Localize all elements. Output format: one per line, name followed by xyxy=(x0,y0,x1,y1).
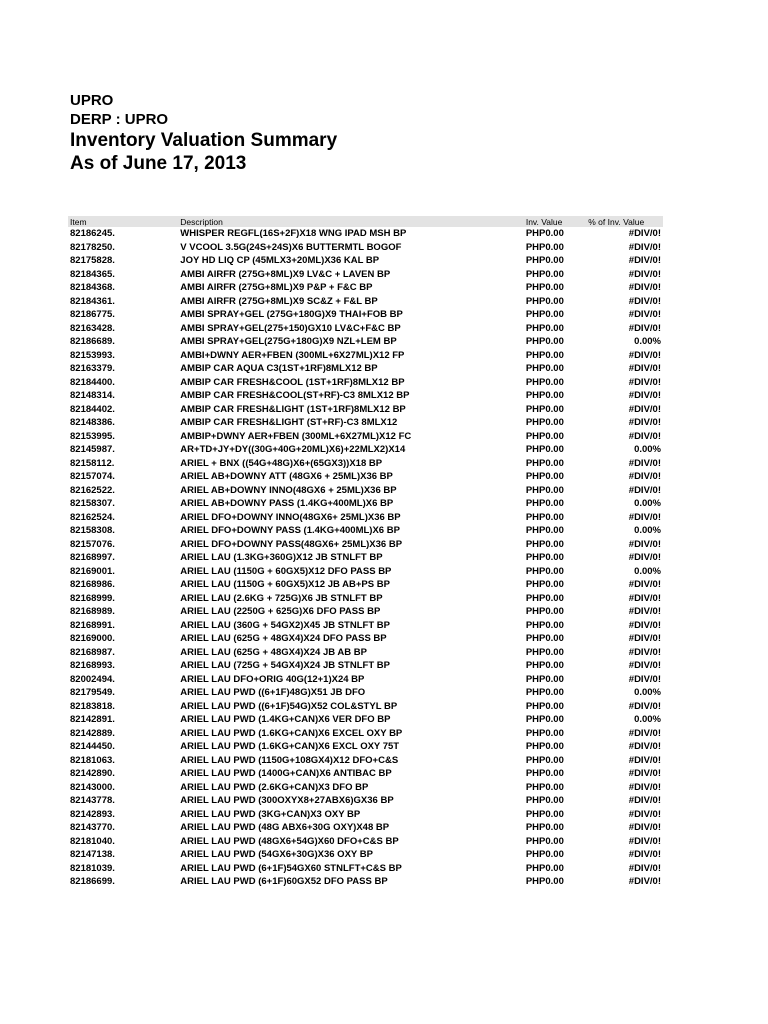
item-description: AMBI SPRAY+GEL (275G+180G)X9 THAI+FOB BP xyxy=(180,309,403,320)
item-description: V VCOOL 3.5G(24S+24S)X6 BUTTERMTL BOGOF xyxy=(180,241,402,253)
item-description: ARIEL LAU PWD (1.6KG+CAN)X6 EXCL OXY 75T xyxy=(180,741,400,752)
item-description: ARIEL LAU PWD (48G ABX6+30G OXY)X48 BP xyxy=(180,822,390,833)
table-row xyxy=(68,389,663,403)
table-row xyxy=(68,700,663,714)
percent-value: 0.00% xyxy=(634,687,661,698)
item-description: ARIEL LAU PWD (6+1F)54GX60 STNLFT+C&S BP xyxy=(180,862,402,874)
table-row xyxy=(68,754,663,768)
table-row xyxy=(68,673,663,687)
inv-value: PHP0.00 xyxy=(525,255,564,266)
item-number: 82162522. xyxy=(70,484,115,496)
table-row xyxy=(68,335,663,349)
item-description: ARIEL LAU (360G + 54GX2)X45 JB STNLFT BP xyxy=(180,619,390,631)
table-row xyxy=(68,835,663,849)
percent-value: #DIV/0! xyxy=(628,849,661,860)
percent-value: #DIV/0! xyxy=(628,241,661,253)
percent-value: #DIV/0! xyxy=(628,579,661,590)
item-number: 82186699. xyxy=(70,876,115,887)
table-row xyxy=(68,443,663,457)
item-number: 82142889. xyxy=(70,727,115,739)
item-number: 82186245. xyxy=(70,228,115,239)
table-row xyxy=(68,376,663,390)
table-row xyxy=(68,565,663,579)
table-row xyxy=(68,470,663,484)
table-body xyxy=(68,227,663,889)
table-row xyxy=(68,524,663,538)
table-row xyxy=(68,821,663,835)
table-row xyxy=(68,740,663,754)
percent-value: #DIV/0! xyxy=(628,457,661,469)
percent-value: #DIV/0! xyxy=(628,795,661,806)
percent-value: #DIV/0! xyxy=(628,390,661,401)
inv-value: PHP0.00 xyxy=(525,363,564,374)
table-row xyxy=(68,646,663,660)
item-description: AMBI SPRAY+GEL(275G+180G)X9 NZL+LEM BP xyxy=(180,336,397,347)
item-description: AMBI SPRAY+GEL(275+150)GX10 LV&C+F&C BP xyxy=(180,322,401,334)
item-description: AMBIP CAR AQUA C3(1ST+1RF)8MLX12 BP xyxy=(180,363,378,374)
inv-value: PHP0.00 xyxy=(525,565,564,577)
percent-value: #DIV/0! xyxy=(628,511,661,523)
percent-value: #DIV/0! xyxy=(628,403,661,415)
inv-value: PHP0.00 xyxy=(525,484,564,496)
item-description: ARIEL DFO+DOWNY INNO(48GX6+ 25ML)X36 BP xyxy=(180,511,401,523)
table-row xyxy=(68,349,663,363)
inv-value: PHP0.00 xyxy=(525,673,564,685)
percent-value: #DIV/0! xyxy=(628,835,661,847)
percent-value: #DIV/0! xyxy=(628,592,661,604)
percent-value: #DIV/0! xyxy=(628,322,661,334)
percent-value: #DIV/0! xyxy=(628,471,661,482)
percent-value: 0.00% xyxy=(634,444,661,455)
item-number: 82184368. xyxy=(70,282,115,293)
inv-value: PHP0.00 xyxy=(525,241,564,253)
table-row xyxy=(68,551,663,565)
item-description: AR+TD+JY+DY((30G+40G+20ML)X6)+22MLX2)X14 xyxy=(180,444,406,455)
item-number: 82002494. xyxy=(70,673,115,685)
inv-value: PHP0.00 xyxy=(525,498,564,509)
item-number: 82184402. xyxy=(70,403,115,415)
item-number: 82142891. xyxy=(70,714,115,725)
item-number: 82184361. xyxy=(70,295,115,307)
item-description: ARIEL DFO+DOWNY PASS (1.4KG+400ML)X6 BP xyxy=(180,525,400,536)
column-header-item: Item xyxy=(68,216,178,227)
item-number: 82178250. xyxy=(70,241,115,253)
inv-value: PHP0.00 xyxy=(525,538,564,550)
percent-value: #DIV/0! xyxy=(628,417,661,428)
inv-value: PHP0.00 xyxy=(525,592,564,604)
table-row xyxy=(68,430,663,444)
table-row xyxy=(68,227,663,241)
inv-value: PHP0.00 xyxy=(525,606,564,617)
item-description: ARIEL LAU (2.6KG + 725G)X6 JB STNLFT BP xyxy=(180,592,383,604)
inv-value: PHP0.00 xyxy=(525,376,564,388)
report-header xyxy=(70,91,337,175)
item-description: ARIEL AB+DOWNY ATT (48GX6 + 25ML)X36 BP xyxy=(180,471,393,482)
percent-value: #DIV/0! xyxy=(628,606,661,617)
percent-value: #DIV/0! xyxy=(628,822,661,833)
inv-value: PHP0.00 xyxy=(525,525,564,536)
table-row xyxy=(68,659,663,673)
report-title: Inventory Valuation Summary xyxy=(70,130,338,151)
table-row xyxy=(68,403,663,417)
percent-value: #DIV/0! xyxy=(628,282,661,293)
item-description: ARIEL LAU PWD (54GX6+30G)X36 OXY BP xyxy=(180,849,373,860)
item-description: ARIEL LAU (725G + 54GX4)X24 JB STNLFT BP xyxy=(180,660,390,671)
table-row xyxy=(68,538,663,552)
table-row xyxy=(68,808,663,822)
table-row xyxy=(68,592,663,606)
item-description: WHISPER REGFL(16S+2F)X18 WNG IPAD MSH BP xyxy=(180,228,407,239)
table-row xyxy=(68,578,663,592)
inv-value: PHP0.00 xyxy=(525,228,564,239)
item-description: AMBIP CAR FRESH&LIGHT (ST+RF)-C3 8MLX12 xyxy=(180,417,398,428)
item-number: 82143778. xyxy=(70,795,115,806)
item-description: ARIEL LAU PWD (48GX6+54G)X60 DFO+C&S BP xyxy=(180,835,399,847)
inv-value: PHP0.00 xyxy=(525,714,564,725)
item-description: JOY HD LIQ CP (45MLX3+20ML)X36 KAL BP xyxy=(180,255,380,266)
percent-value: 0.00% xyxy=(634,565,661,577)
table-row xyxy=(68,511,663,525)
percent-value: #DIV/0! xyxy=(628,633,661,644)
item-description: ARIEL LAU PWD (1.6KG+CAN)X6 EXCEL OXY BP xyxy=(180,727,403,739)
column-header-percent: % of Inv. Value xyxy=(586,216,663,227)
item-number: 82168987. xyxy=(70,646,115,658)
item-description: ARIEL LAU PWD (2.6KG+CAN)X3 DFO BP xyxy=(180,781,369,793)
percent-value: #DIV/0! xyxy=(628,255,661,266)
percent-value: 0.00% xyxy=(634,336,661,347)
item-number: 82168986. xyxy=(70,579,115,590)
item-number: 82184365. xyxy=(70,268,115,280)
inv-value: PHP0.00 xyxy=(525,390,564,401)
inv-value: PHP0.00 xyxy=(525,876,564,887)
item-description: AMBI AIRFR (275G+8ML)X9 P&P + F&C BP xyxy=(180,282,373,293)
table-row xyxy=(68,308,663,322)
inv-value: PHP0.00 xyxy=(525,862,564,874)
inv-value: PHP0.00 xyxy=(525,295,564,307)
percent-value: #DIV/0! xyxy=(628,430,661,442)
item-number: 82153995. xyxy=(70,430,115,442)
table-header-row xyxy=(68,216,663,227)
table-row xyxy=(68,848,663,862)
item-number: 82148314. xyxy=(70,390,115,401)
inv-value: PHP0.00 xyxy=(525,781,564,793)
inv-value: PHP0.00 xyxy=(525,403,564,415)
item-description: AMBIP+DWNY AER+FBEN (300ML+6X27ML)X12 FC xyxy=(180,430,412,442)
item-description: ARIEL LAU (2250G + 625G)X6 DFO PASS BP xyxy=(180,606,381,617)
inv-value: PHP0.00 xyxy=(525,687,564,698)
percent-value: 0.00% xyxy=(634,498,661,509)
item-description: AMBIP CAR FRESH&COOL (1ST+1RF)8MLX12 BP xyxy=(180,376,405,388)
percent-value: #DIV/0! xyxy=(628,484,661,496)
item-number: 82163379. xyxy=(70,363,115,374)
percent-value: #DIV/0! xyxy=(628,552,661,563)
item-description: AMBI+DWNY AER+FBEN (300ML+6X27ML)X12 FP xyxy=(180,349,405,361)
table-row xyxy=(68,794,663,808)
inv-value: PHP0.00 xyxy=(525,754,564,766)
inv-value: PHP0.00 xyxy=(525,619,564,631)
inv-value: PHP0.00 xyxy=(525,430,564,442)
item-number: 82153993. xyxy=(70,349,115,361)
inv-value: PHP0.00 xyxy=(525,660,564,671)
inv-value: PHP0.00 xyxy=(525,768,564,779)
inv-value: PHP0.00 xyxy=(525,471,564,482)
percent-value: #DIV/0! xyxy=(628,228,661,239)
table-row xyxy=(68,362,663,376)
item-number: 82186689. xyxy=(70,336,115,347)
item-number: 82142890. xyxy=(70,768,115,779)
inv-value: PHP0.00 xyxy=(525,849,564,860)
table-row xyxy=(68,727,663,741)
table-row xyxy=(68,497,663,511)
item-number: 82142893. xyxy=(70,808,115,820)
table-row xyxy=(68,268,663,282)
item-number: 82181063. xyxy=(70,754,115,766)
item-description: ARIEL LAU DFO+ORIG 40G(12+1)X24 BP xyxy=(180,673,365,685)
percent-value: #DIV/0! xyxy=(628,376,661,388)
percent-value: #DIV/0! xyxy=(628,538,661,550)
item-number: 82175828. xyxy=(70,255,115,266)
inv-value: PHP0.00 xyxy=(525,633,564,644)
company-name: UPRO xyxy=(70,92,114,109)
item-number: 82157074. xyxy=(70,471,115,482)
item-number: 82181039. xyxy=(70,862,115,874)
table-row xyxy=(68,322,663,336)
inv-value: PHP0.00 xyxy=(525,511,564,523)
item-description: ARIEL LAU (1150G + 60GX5)X12 DFO PASS BP xyxy=(180,565,392,577)
inv-value: PHP0.00 xyxy=(525,795,564,806)
percent-value: #DIV/0! xyxy=(628,673,661,685)
item-number: 82168997. xyxy=(70,552,115,563)
table-row xyxy=(68,295,663,309)
item-description: ARIEL LAU PWD (300OXYX8+27ABX6)GX36 BP xyxy=(180,795,394,806)
percent-value: #DIV/0! xyxy=(628,660,661,671)
item-number: 82143000. xyxy=(70,781,115,793)
inv-value: PHP0.00 xyxy=(525,646,564,658)
report-date: As of June 17, 2013 xyxy=(70,153,247,174)
item-number: 82168999. xyxy=(70,592,115,604)
item-description: ARIEL LAU PWD (6+1F)60GX52 DFO PASS BP xyxy=(180,876,388,887)
table-row xyxy=(68,767,663,781)
inv-value: PHP0.00 xyxy=(525,322,564,334)
item-number: 82158307. xyxy=(70,498,115,509)
item-description: ARIEL LAU PWD ((6+1F)54G)X52 COL&STYL BP xyxy=(180,700,398,712)
table-row xyxy=(68,416,663,430)
table-row xyxy=(68,862,663,876)
item-number: 82183818. xyxy=(70,700,115,712)
inv-value: PHP0.00 xyxy=(525,268,564,280)
percent-value: #DIV/0! xyxy=(628,646,661,658)
inventory-table xyxy=(68,216,663,889)
inv-value: PHP0.00 xyxy=(525,282,564,293)
percent-value: #DIV/0! xyxy=(628,876,661,887)
percent-value: #DIV/0! xyxy=(628,781,661,793)
item-number: 82168993. xyxy=(70,660,115,671)
percent-value: #DIV/0! xyxy=(628,619,661,631)
table-row xyxy=(68,457,663,471)
item-number: 82163428. xyxy=(70,322,115,334)
column-header-inv-value: Inv. Value xyxy=(524,216,586,227)
item-description: ARIEL LAU (1150G + 60GX5)X12 JB AB+PS BP xyxy=(180,579,390,590)
percent-value: #DIV/0! xyxy=(628,768,661,779)
item-description: ARIEL + BNX ((54G+48G)X6+(65GX3))X18 BP xyxy=(180,457,383,469)
inv-value: PHP0.00 xyxy=(525,822,564,833)
table-row xyxy=(68,875,663,889)
column-header-description: Description xyxy=(178,216,524,227)
item-description: ARIEL LAU PWD (1150G+108GX4)X12 DFO+C&S xyxy=(180,754,399,766)
table-row xyxy=(68,686,663,700)
percent-value: #DIV/0! xyxy=(628,295,661,307)
report-subtitle: DERP : UPRO xyxy=(70,111,169,128)
item-number: 82147138. xyxy=(70,849,115,860)
item-number: 82169000. xyxy=(70,633,115,644)
item-number: 82179549. xyxy=(70,687,115,698)
inv-value: PHP0.00 xyxy=(525,444,564,455)
inv-value: PHP0.00 xyxy=(525,349,564,361)
table-row xyxy=(68,241,663,255)
item-description: ARIEL DFO+DOWNY PASS(48GX6+ 25ML)X36 BP xyxy=(180,538,403,550)
item-number: 82148386. xyxy=(70,417,115,428)
item-number: 82181040. xyxy=(70,835,115,847)
item-description: AMBIP CAR FRESH&LIGHT (1ST+1RF)8MLX12 BP xyxy=(180,403,406,415)
inv-value: PHP0.00 xyxy=(525,417,564,428)
percent-value: #DIV/0! xyxy=(628,268,661,280)
item-number: 82158308. xyxy=(70,525,115,536)
item-description: ARIEL LAU (625G + 48GX4)X24 DFO PASS BP xyxy=(180,633,387,644)
inv-value: PHP0.00 xyxy=(525,552,564,563)
percent-value: #DIV/0! xyxy=(628,741,661,752)
item-description: ARIEL LAU PWD ((6+1F)48G)X51 JB DFO xyxy=(180,687,366,698)
table-row xyxy=(68,605,663,619)
percent-value: #DIV/0! xyxy=(628,309,661,320)
table-row xyxy=(68,281,663,295)
item-description: AMBI AIRFR (275G+8ML)X9 SC&Z + F&L BP xyxy=(180,295,378,307)
table-row xyxy=(68,484,663,498)
item-number: 82169001. xyxy=(70,565,115,577)
item-description: ARIEL AB+DOWNY PASS (1.4KG+400ML)X6 BP xyxy=(180,498,394,509)
item-description: ARIEL AB+DOWNY INNO(48GX6 + 25ML)X36 BP xyxy=(180,484,397,496)
table-row xyxy=(68,713,663,727)
item-description: ARIEL LAU PWD (1.4KG+CAN)X6 VER DFO BP xyxy=(180,714,391,725)
percent-value: #DIV/0! xyxy=(628,754,661,766)
percent-value: 0.00% xyxy=(634,525,661,536)
item-description: ARIEL LAU PWD (1400G+CAN)X6 ANTIBAC BP xyxy=(180,768,392,779)
item-number: 82162524. xyxy=(70,511,115,523)
item-number: 82168991. xyxy=(70,619,115,631)
item-description: AMBI AIRFR (275G+8ML)X9 LV&C + LAVEN BP xyxy=(180,268,391,280)
item-number: 82144450. xyxy=(70,741,115,752)
percent-value: 0.00% xyxy=(634,714,661,725)
item-description: ARIEL LAU (625G + 48GX4)X24 JB AB BP xyxy=(180,646,367,658)
item-number: 82184400. xyxy=(70,376,115,388)
inv-value: PHP0.00 xyxy=(525,808,564,820)
item-number: 82168989. xyxy=(70,606,115,617)
inv-value: PHP0.00 xyxy=(525,457,564,469)
table-row xyxy=(68,619,663,633)
table-row xyxy=(68,781,663,795)
item-number: 82157076. xyxy=(70,538,115,550)
inv-value: PHP0.00 xyxy=(525,727,564,739)
inv-value: PHP0.00 xyxy=(525,741,564,752)
percent-value: #DIV/0! xyxy=(628,862,661,874)
inv-value: PHP0.00 xyxy=(525,579,564,590)
inv-value: PHP0.00 xyxy=(525,700,564,712)
table-row xyxy=(68,632,663,646)
item-description: ARIEL LAU PWD (3KG+CAN)X3 OXY BP xyxy=(180,808,361,820)
item-description: ARIEL LAU (1.3KG+360G)X12 JB STNLFT BP xyxy=(180,552,383,563)
item-number: 82186775. xyxy=(70,309,115,320)
item-number: 82145987. xyxy=(70,444,115,455)
percent-value: #DIV/0! xyxy=(628,700,661,712)
inv-value: PHP0.00 xyxy=(525,309,564,320)
percent-value: #DIV/0! xyxy=(628,808,661,820)
inv-value: PHP0.00 xyxy=(525,835,564,847)
percent-value: #DIV/0! xyxy=(628,727,661,739)
percent-value: #DIV/0! xyxy=(628,349,661,361)
percent-value: #DIV/0! xyxy=(628,363,661,374)
item-description: AMBIP CAR FRESH&COOL(ST+RF)-C3 8MLX12 BP xyxy=(180,390,410,401)
inv-value: PHP0.00 xyxy=(525,336,564,347)
item-number: 82143770. xyxy=(70,822,115,833)
table-row xyxy=(68,254,663,268)
item-number: 82158112. xyxy=(70,457,115,469)
